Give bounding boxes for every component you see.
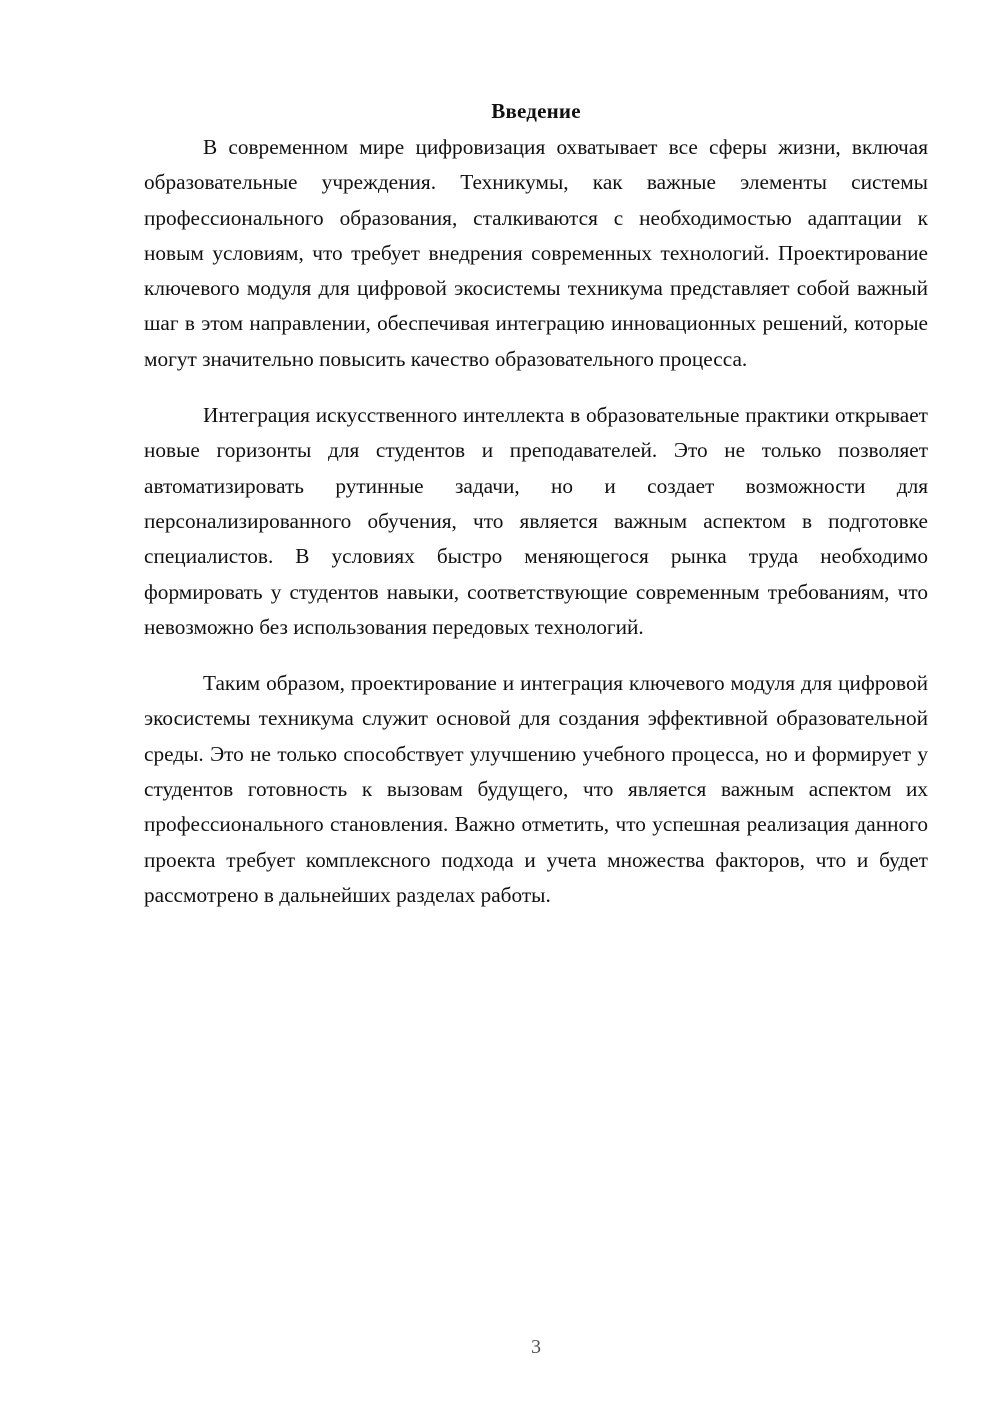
page-number: 3	[531, 1336, 541, 1358]
paragraph-3: Таким образом, проектирование и интеграция ключевого модуля для цифровой экосистемы техникума служит основой для создания эффективной образовательной среды. Это не только способствует улучшению учебного процесса, но и формирует у студентов готовность к вызовам будущего, что является важным аспектом их профессионального становления. Важно отметить, что успешная реализация данного проекта требует комплексного подхода и учета множества факторов, что и будет рассмотрено в дальнейших разделах работы.	[144, 671, 928, 907]
paragraph-2: Интеграция искусственного интеллекта в образовательные практики открывает новые горизонты для студентов и преподавателей. Это не только позволяет автоматизировать рутинные задачи, но и создает возможности для персонализированного обучения, что является важным аспектом в подготовке специалистов. В условиях быстро меняющегося рынка труда необходимо формировать у студентов навыки, соответствующие современным требованиям, что невозможно без использования передовых технологий.	[144, 403, 928, 639]
section-heading: Введение	[491, 99, 581, 123]
page-content	[144, 96, 928, 934]
paragraph-1: В современном мире цифровизация охватывает все сферы жизни, включая образовательные учреждения. Техникумы, как важные элементы системы профессионального образования, сталкиваются с необходимостью адаптации к новым условиям, что требует внедрения современных технологий. Проектирование ключевого модуля для цифровой экосистемы техникума представляет собой важный шаг в этом направлении, обеспечивая интеграцию инновационных решений, которые могут значительно повысить качество образовательного процесса.	[144, 135, 928, 371]
